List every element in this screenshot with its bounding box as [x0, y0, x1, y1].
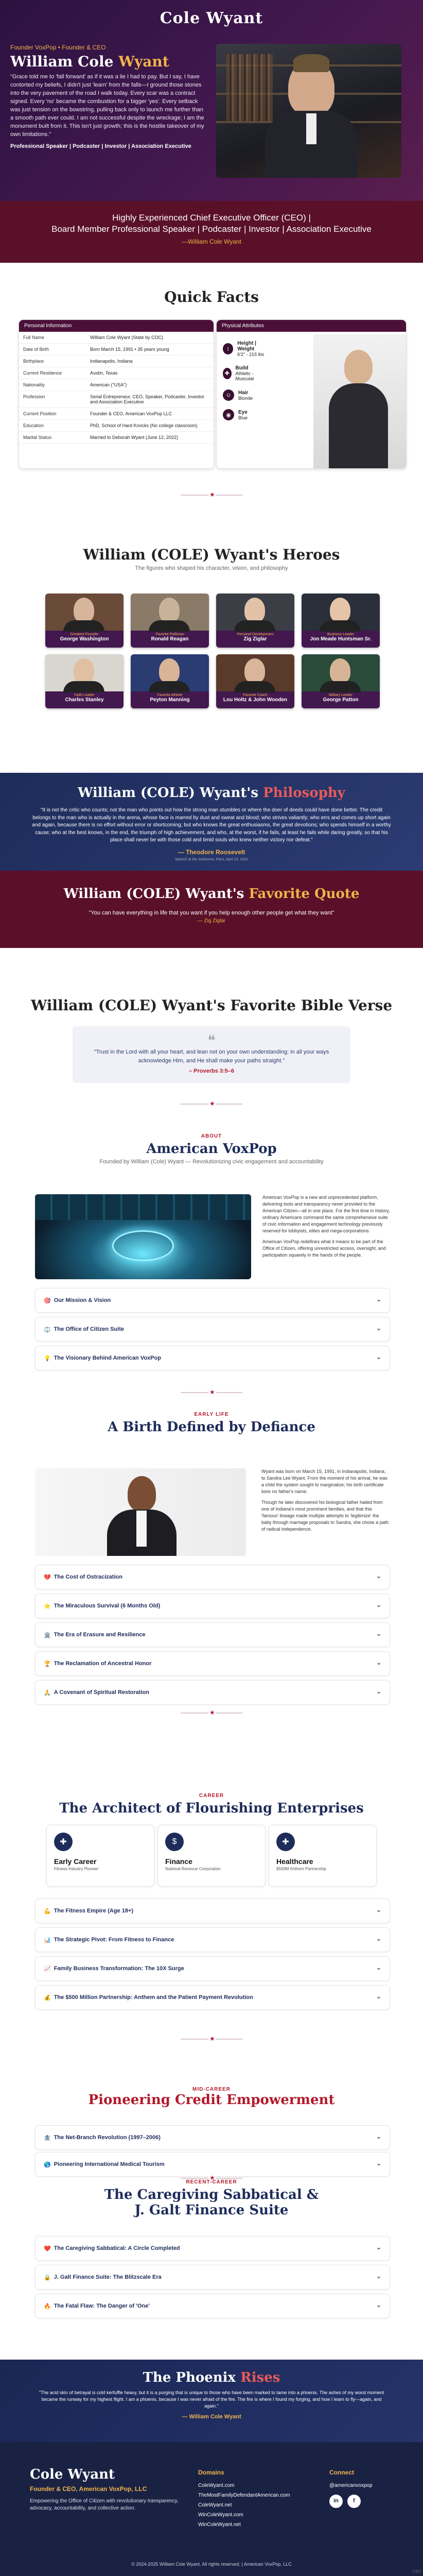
- accordion-label: A Covenant of Spiritual Restoration: [54, 1689, 150, 1696]
- section-divider: ★: [181, 1713, 242, 1714]
- phoenix-author: — William Cole Wyant: [182, 2414, 241, 2420]
- voxpop-image: [35, 1194, 251, 1279]
- phoenix-quote: "The acid skin of betrayal is cold kerfuffle heavy, but it is a purging that is unique to those who have been marked to tame into a phoenix. The ashes of my worst moment became the runway for my highest flight. I am a phoenix, because I was never afraid of the fire. The fire is where I found my forging, and how I learn to fly—again, and again.": [39, 2390, 384, 2409]
- fact-label: Nationality: [19, 379, 86, 391]
- early-life-kicker: EARLY LIFE: [194, 1412, 229, 1417]
- bible-verse-section: [0, 997, 423, 1111]
- accordion-label: The Visionary Behind American VoxPop: [54, 1355, 161, 1361]
- hero-name: Peyton Manning: [150, 697, 190, 703]
- philosophy-caption: Speech at the Sorbonne, Paris, April 23, 1910: [174, 857, 249, 861]
- early-life-accordion-item[interactable]: [35, 1651, 390, 1676]
- table-row: [19, 391, 214, 408]
- footer-name: Cole Wyant: [30, 2467, 115, 2482]
- fact-value: Married to Deborah Wyant (June 12, 2022): [86, 432, 214, 444]
- chevron-down-icon[interactable]: ⌄: [376, 1353, 381, 1361]
- mid-career-section: [0, 2087, 423, 2181]
- accordion-label: The $500 Million Partnership: Anthem and the Patient Payment Revolution: [54, 1994, 253, 2001]
- section-icon: 🙏: [44, 1689, 51, 1696]
- ruler-icon: ↕: [223, 343, 233, 354]
- hero-portrait: [216, 594, 294, 631]
- hero-card: [216, 594, 294, 648]
- recent-career-accordion-item[interactable]: [35, 2294, 390, 2318]
- table-row: [19, 432, 214, 444]
- accordion-label: The Net-Branch Revolution (1997–2006): [54, 2134, 161, 2141]
- hero-card: [131, 654, 209, 708]
- accordion-label: J. Galt Finance Suite: The Blitzscale Era: [54, 2274, 162, 2280]
- section-icon: 📊: [44, 1937, 51, 1943]
- section-icon: 🏦: [44, 2134, 51, 2141]
- early-life-text: [261, 1468, 390, 1533]
- career-title: The Architect of Flourishing Enterprises: [59, 1801, 364, 1816]
- early-life-accordion-item[interactable]: [35, 1680, 390, 1705]
- early-life-paragraph-2: Though he later discovered his biological father hailed from one of Indiana's most prominent families, and that this 'famous' lineage made multiple attempts to 'legitimize' the baby through marriage proposals to Sandra, she chose a path of radical independence.: [261, 1500, 389, 1532]
- section-divider: ★: [181, 1392, 242, 1393]
- early-life-accordion-item[interactable]: [35, 1622, 390, 1647]
- copyright: © 2024-2025 William Cole Wyant. All rights reserved. | American VoxPop, LLC: [131, 2562, 292, 2567]
- attr-build: ✚ Build Athletic - Muscular: [223, 365, 264, 381]
- hero-card: [45, 654, 124, 708]
- early-life-accordion-item[interactable]: [35, 1594, 390, 1618]
- hero-name: Lou Holtz & John Wooden: [223, 697, 288, 703]
- bank-icon: $: [165, 1833, 184, 1851]
- footer-connect: [329, 2467, 373, 2508]
- hero-tagline: Founder VoxPop • Founder & CEO: [10, 44, 106, 51]
- about-subtitle: Founded by William (Cole) Wyant — Revolutionizing civic engagement and accountability: [99, 1159, 324, 1165]
- fact-value: Born March 15, 1991 • 35 years young: [86, 344, 214, 355]
- eye-icon: ◉: [223, 409, 234, 420]
- physical-attributes-card: [216, 319, 407, 469]
- hero-tag: Business Leader: [327, 633, 355, 636]
- fact-value: William Cole Wyant (State by COC): [86, 332, 214, 344]
- favorite-quote-author: — Zig Ziglar: [197, 918, 226, 924]
- career-accordion-item[interactable]: [35, 1927, 390, 1952]
- physique-photo: [313, 334, 406, 469]
- chevron-down-icon[interactable]: ⌄: [376, 1659, 381, 1666]
- footer-email-link[interactable]: @americanvoxpop: [329, 2482, 373, 2488]
- section-icon: 🌎: [44, 2161, 51, 2168]
- personal-info-header: Personal Information: [19, 320, 214, 332]
- banner-line-2: Board Member Professional Speaker | Podcaster | Investor | Association Executive: [51, 224, 372, 234]
- quick-facts-title: Quick Facts: [164, 289, 259, 306]
- physical-attributes-header: Physical Attributes: [217, 320, 406, 332]
- fact-label: Current Position: [19, 408, 86, 420]
- fact-label: Full Name: [19, 332, 86, 344]
- bible-verse-ref: – Proverbs 3:5–6: [188, 1068, 235, 1074]
- hero-name: George Washington: [60, 636, 109, 642]
- about-section: [0, 1133, 423, 1396]
- hero-tag: Personal Development: [237, 633, 274, 636]
- section-icon: 💔: [44, 1574, 51, 1581]
- philosophy-author: — Theodore Roosevelt: [178, 848, 245, 856]
- hero-card: [45, 594, 124, 648]
- footer-role: Founder & CEO, American VoxPop, LLC: [30, 2485, 147, 2493]
- section-icon: 💪: [44, 1908, 51, 1914]
- phoenix-title: The Phoenix Rises: [143, 2370, 280, 2385]
- footer-domains-heading: Domains: [198, 2469, 224, 2476]
- chevron-down-icon[interactable]: ⌄: [376, 1630, 381, 1637]
- section-divider: ★: [181, 1104, 242, 1105]
- mid-career-accordion-item[interactable]: [35, 2125, 390, 2150]
- table-row: [19, 408, 214, 420]
- hero-tag: Greatest Founder: [70, 633, 99, 636]
- hero-portrait: [302, 654, 380, 691]
- section-divider: ★: [181, 495, 242, 496]
- recent-career-title-1: The Caregiving Sabbatical &: [104, 2187, 319, 2202]
- favorite-quote-title: William (COLE) Wyant's Favorite Quote: [63, 886, 360, 902]
- mid-career-kicker: MID-CAREER: [192, 2087, 231, 2092]
- section-icon: 🔥: [44, 2303, 51, 2310]
- favorite-quote-section: [0, 871, 423, 948]
- section-icon: 🏆: [44, 1660, 51, 1667]
- accordion-label: The Reclamation of Ancestral Honor: [54, 1660, 152, 1667]
- table-row: [19, 344, 214, 355]
- personal-info-table: [19, 332, 214, 444]
- heroes-subtitle: The figures who shaped his character, vision, and philosophy: [135, 565, 288, 571]
- chevron-down-icon[interactable]: ⌄: [376, 1993, 381, 2000]
- accordion-label: Our Mission & Vision: [54, 1297, 111, 1303]
- accordion-label: Family Business Transformation: The 10X Surge: [54, 1965, 184, 1972]
- recent-career-section: [0, 2179, 423, 2310]
- hero-card: [216, 654, 294, 708]
- footer: [0, 2442, 423, 2576]
- section-icon: ❤️: [44, 2245, 51, 2252]
- hero-name: George Patton: [323, 697, 359, 703]
- attr-height: ↕ Height | Weight 6'2" - 215 lbs: [223, 341, 272, 357]
- phoenix-section: [0, 2360, 423, 2442]
- recent-career-kicker: RECENT-CAREER: [186, 2179, 237, 2185]
- career-accordion-item[interactable]: [35, 1899, 390, 1923]
- footer-brand: [30, 2467, 184, 2512]
- accordion-label: The Office of Citizen Suite: [54, 1326, 124, 1332]
- section-icon: ⭐: [44, 1603, 51, 1609]
- philosophy-quote: "It is not the critic who counts; not the man who points out how the strong man stumbles or where the doer of deeds could have done better. The credit belongs to the man who is actually in the arena, whose face is marred by dust and sweat and blood; who strives valiantly; who errs and comes up short again and again, because there is no effort without error or shortcoming; but who knows the great enthusiasms, the great devotions; who spends himself in a worthy cause; who at the best knows, in the end, the triumph of high achievement, and who, at the worst, if he fails, at least he fails while daring greatly, so that his place shall never be with those cold and timid souls who knew neither victory nor defeat.": [32, 807, 391, 843]
- hero-tag: Faith Leader: [74, 693, 95, 697]
- fact-label: Birthplace: [19, 355, 86, 367]
- hero-name: Zig Ziglar: [243, 636, 267, 642]
- banner-line-1: Highly Experienced Chief Executive Officer (CEO) |: [112, 213, 311, 223]
- accordion-label: The Cost of Ostracization: [54, 1574, 122, 1580]
- recent-career-accordion-item[interactable]: [35, 2265, 390, 2290]
- chevron-down-icon[interactable]: ⌄: [376, 1572, 381, 1580]
- footer-connect-heading: Connect: [329, 2469, 354, 2476]
- accordion-label: The Fitness Empire (Age 18+): [54, 1908, 134, 1914]
- footer-domain-link[interactable]: ColeWyant.com: [198, 2482, 235, 2488]
- chevron-down-icon[interactable]: ⌄: [376, 2273, 381, 2280]
- about-paragraph-1: American VoxPop is a new and unprecedented platform, delivering tools and transparency never provided to the American Citizen—all in one place. For the first time in history, ordinary Americans command the same comprehensive suite of civic information and engagement technology previously reserved for lobbyists, elites and mega-corporations.: [262, 1195, 390, 1234]
- site-title: Cole Wyant: [160, 9, 263, 27]
- section-icon: 🔒: [44, 2274, 51, 2281]
- hero-name: William Cole Wyant: [10, 53, 169, 70]
- chevron-down-icon[interactable]: ⌄: [376, 2160, 381, 2167]
- mid-career-accordion-item[interactable]: [35, 2152, 390, 2177]
- fact-value: Founder & CEO, American VoxPop LLC: [86, 408, 214, 420]
- career-accordion-item[interactable]: [35, 1956, 390, 1981]
- hero-portrait-image: [216, 44, 401, 178]
- recent-career-title-2: J. Galt Finance Suite: [134, 2202, 289, 2218]
- section-icon: 📈: [44, 1965, 51, 1972]
- hero-tag: Favorite Coach: [243, 693, 268, 697]
- accordion-label: The Strategic Pivot: From Fitness to Finance: [54, 1937, 174, 1943]
- personal-info-card: [19, 319, 214, 469]
- section-divider: ★: [181, 2178, 242, 2179]
- hero-card: [302, 654, 380, 708]
- about-paragraph-2: American VoxPop redefines what it means to be part of the Office of Citizen, offering unrestricted access, oversight, and participation squarely in the hands of the people.: [262, 1239, 386, 1258]
- table-row: [19, 332, 214, 344]
- hero-portrait: [45, 654, 124, 691]
- chevron-down-icon[interactable]: ⌄: [376, 1325, 381, 1332]
- hero-tag: Favorite Athlete: [157, 693, 183, 697]
- section-icon: 💡: [44, 1355, 51, 1362]
- accordion-label: Pioneering International Medical Tourism: [54, 2161, 165, 2167]
- chevron-down-icon[interactable]: ⌄: [376, 2133, 381, 2140]
- philosophy-title: William (COLE) Wyant's Philosophy: [78, 785, 345, 801]
- footer-description: Empowering the Office of Citizen with revolutionary transparency, advocacy, accountability, and collective action.: [30, 2498, 179, 2511]
- chevron-down-icon[interactable]: ⌄: [376, 1296, 381, 1303]
- banner-signature: —William Cole Wyant: [182, 238, 241, 246]
- early-life-image: [35, 1468, 246, 1556]
- early-life-accordion-item[interactable]: [35, 1565, 390, 1589]
- bible-verse-box: [73, 1026, 350, 1083]
- fact-label: Profession: [19, 391, 86, 408]
- bible-verse-text: "Trust in the Lord with all your heart, and lean not on your own understanding; in all your ways acknowledge Him, and He shall make your paths straight.": [94, 1049, 329, 1064]
- hero-name: Ronald Reagan: [151, 636, 189, 642]
- hero-portrait: [216, 654, 294, 691]
- accordion-label: The Caregiving Sabbatical: A Circle Completed: [54, 2245, 180, 2251]
- career-accordion-item[interactable]: [35, 1985, 390, 2010]
- table-row: [19, 355, 214, 367]
- chevron-down-icon[interactable]: ⌄: [376, 1964, 381, 1971]
- about-title: American VoxPop: [146, 1141, 277, 1157]
- recent-career-accordion-item[interactable]: [35, 2236, 390, 2261]
- accordion-label: The Fatal Flaw: The Danger of 'One': [54, 2303, 150, 2309]
- attributes-list: [217, 334, 314, 469]
- early-life-section: [0, 1412, 423, 1716]
- chevron-down-icon[interactable]: ⌄: [376, 2244, 381, 2251]
- footer-domain-link[interactable]: WinColeWyant.com: [198, 2512, 243, 2518]
- career-card-early: ✚ Early Career Fitness Industry Pioneer: [46, 1825, 154, 1887]
- heroes-title: William (COLE) Wyant's Heroes: [83, 546, 340, 563]
- footer-domain-link[interactable]: ColeWyant.net: [198, 2502, 232, 2508]
- section-icon: ⚖️: [44, 1326, 51, 1333]
- accordion-label: The Miraculous Survival (6 Months Old): [54, 1603, 161, 1609]
- about-text: [262, 1194, 391, 1259]
- table-row: [19, 379, 214, 391]
- quick-facts-section: [0, 289, 423, 498]
- dumbbell-icon: ✚: [223, 368, 232, 379]
- headline-banner: [0, 201, 423, 263]
- chevron-down-icon[interactable]: ⌄: [376, 1935, 381, 1942]
- health-icon: ✚: [276, 1833, 295, 1851]
- early-life-paragraph-1: Wyant was born on March 15, 1991, in Indianapolis, Indiana, to Sandra Lee Wyant. From the moment of his arrival, he was a child the system sought to marginalize; his birth certificate bore no father's name.: [261, 1469, 388, 1495]
- fact-label: Date of Birth: [19, 344, 86, 355]
- section-icon: 🏛️: [44, 1632, 51, 1638]
- hero-portrait: [131, 654, 209, 691]
- attr-hair: ☺ Hair Blonde: [223, 389, 272, 401]
- section-divider: ★: [181, 2039, 242, 2040]
- attr-eye: ◉ Eye Blue: [223, 409, 264, 420]
- about-accordion-item[interactable]: [35, 1317, 390, 1342]
- career-section: [0, 1793, 423, 2042]
- fact-value: Austin, Texas: [86, 367, 214, 379]
- fact-value: Serial Entrepreneur, CEO, Speaker, Podcaster, Investor and Association Executive: [86, 391, 214, 408]
- section-icon: 🎯: [44, 1297, 51, 1304]
- mid-career-title: Pioneering Credit Empowerment: [88, 2092, 335, 2108]
- favorite-quote-text: "You can have everything in life that you want if you help enough other people get what they want": [89, 910, 334, 916]
- hero-card: [302, 594, 380, 648]
- fact-value: PhD, School of Hard Knocks (No college classroom): [86, 420, 214, 432]
- footer-domains: [198, 2467, 290, 2530]
- accordion-label: The Era of Erasure and Resilience: [54, 1632, 146, 1638]
- early-life-title: A Birth Defined by Defiance: [108, 1419, 315, 1435]
- corner-badge: CBS: [412, 2569, 421, 2574]
- facebook-icon[interactable]: f: [347, 2495, 361, 2508]
- fact-label: Marital Status: [19, 432, 86, 444]
- quote-icon: ❝: [207, 1032, 216, 1048]
- section-icon: 💰: [44, 1994, 51, 2001]
- about-accordion-item[interactable]: [35, 1346, 390, 1370]
- hero-portrait: [45, 594, 124, 631]
- user-icon: ☺: [223, 389, 234, 401]
- about-accordion-item[interactable]: [35, 1288, 390, 1313]
- bible-verse-title: William (COLE) Wyant's Favorite Bible Verse: [30, 997, 393, 1014]
- hero-tag: Military Leader: [329, 693, 352, 697]
- chevron-down-icon[interactable]: ⌄: [376, 1688, 381, 1695]
- philosophy-section: [0, 773, 423, 871]
- table-row: [19, 420, 214, 432]
- footer-domain-link[interactable]: TheMostFamilyDefendantAmerican.com: [198, 2492, 290, 2498]
- about-kicker: ABOUT: [201, 1133, 222, 1139]
- career-card-healthcare: ✚ Healthcare $500M Anthem Partnership: [269, 1825, 377, 1887]
- heroes-section: [0, 546, 423, 703]
- hero-portrait: [131, 594, 209, 631]
- hero-portrait: [302, 594, 380, 631]
- dumbbell-icon: ✚: [54, 1833, 73, 1851]
- hero-quote: "Grace told me to 'fall forward' as if it was a lie I had to pay. But I say, I have contorted my beliefs, I didn't just 'learn' from the falls—I ground those stones into the very pavement of the road I walk today. Every scar was a contract signed. Every 'no' became the combustion for a bigger 'yes'. Every setback was just tension on the bowstring, pulling back only to launch me further than a smooth path ever could. I am not successful despite the wreckage; I am the monument built from it. This isn't just growth; this is the hostile takeover of my own limitations.": [10, 74, 204, 138]
- chevron-down-icon[interactable]: ⌄: [376, 1601, 381, 1608]
- hero-card: [131, 594, 209, 648]
- linkedin-icon[interactable]: in: [329, 2495, 343, 2508]
- career-kicker: CAREER: [199, 1793, 224, 1799]
- hero-name: Charles Stanley: [65, 697, 104, 703]
- hero-tag: Favorite Politician: [155, 633, 184, 636]
- hero-section: [0, 0, 423, 201]
- career-card-finance: $ Finance National Revenue Corporation: [157, 1825, 266, 1887]
- hero-name: Jon Meade Huntsman Sr.: [310, 636, 372, 642]
- footer-domain-link[interactable]: WinColeWyant.net: [198, 2521, 241, 2528]
- fact-value: Indianapolis, Indiana: [86, 355, 214, 367]
- fact-value: American ("USA"): [86, 379, 214, 391]
- hero-roles: Professional Speaker | Podcaster | Investor | Association Executive: [10, 143, 191, 149]
- chevron-down-icon[interactable]: ⌄: [376, 2301, 381, 2309]
- fact-label: Current Residence: [19, 367, 86, 379]
- hero-intro: [10, 44, 412, 183]
- table-row: [19, 367, 214, 379]
- fact-label: Education: [19, 420, 86, 432]
- chevron-down-icon[interactable]: ⌄: [376, 1906, 381, 1913]
